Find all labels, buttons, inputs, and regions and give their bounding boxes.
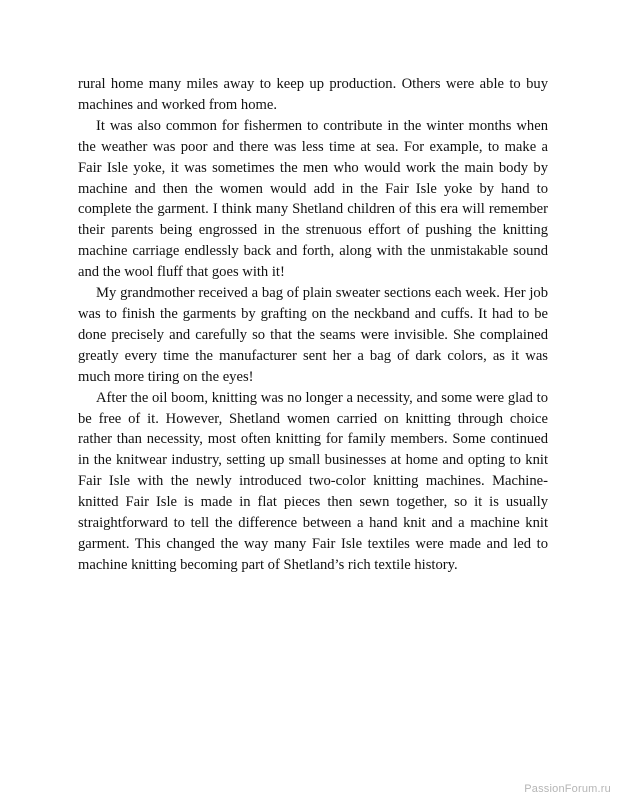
paragraph-fishermen: It was also common for fishermen to contribute in the winter months when the weather was poor and there was less time at sea. For example, to make a Fair Isle yoke, it was sometimes the men who would work the main body by machine and then the women would add in the Fair Isle yoke by hand to complete the garment. I think many Shetland children of this era will remember their parents being engrossed in the strenuous effort of pushing the knitting machine carriage endlessly back and forth, along with the unmistakable sound and the wool fluff that goes with it!: [78, 117, 548, 281]
paragraph-continuation: rural home many miles away to keep up production. Others were able to buy machines and worked from home.: [78, 76, 548, 113]
watermark: PassionForum.ru: [524, 783, 611, 795]
paragraph-oil-boom: After the oil boom, knitting was no longer a necessity, and some were glad to be free of it. However, Shetland women carried on knitting through choice rather than necessity, most often knitting for family members. Some continued in the knitwear industry, setting up small businesses at home and opting to knit Fair Isle with the newly introduced two-color knitting machines. Machine-knitted Fair Isle is made in flat pieces then sewn together, so it is usually straightforward to tell the difference between a hand knit and a machine knit garment. This changed the way many Fair Isle textiles were made and led to machine knitting becoming part of Shetland’s rich textile history.: [78, 389, 548, 573]
paragraph-grandmother: My grandmother received a bag of plain sweater sections each week. Her job was to finish the garments by grafting on the neckband and cuffs. It had to be done precisely and carefully so that the seams were invisible. She complained greatly every time the manufacturer sent her a bag of dark colors, as it was much more tiring on the eyes!: [78, 285, 548, 385]
body-text: [78, 74, 548, 576]
